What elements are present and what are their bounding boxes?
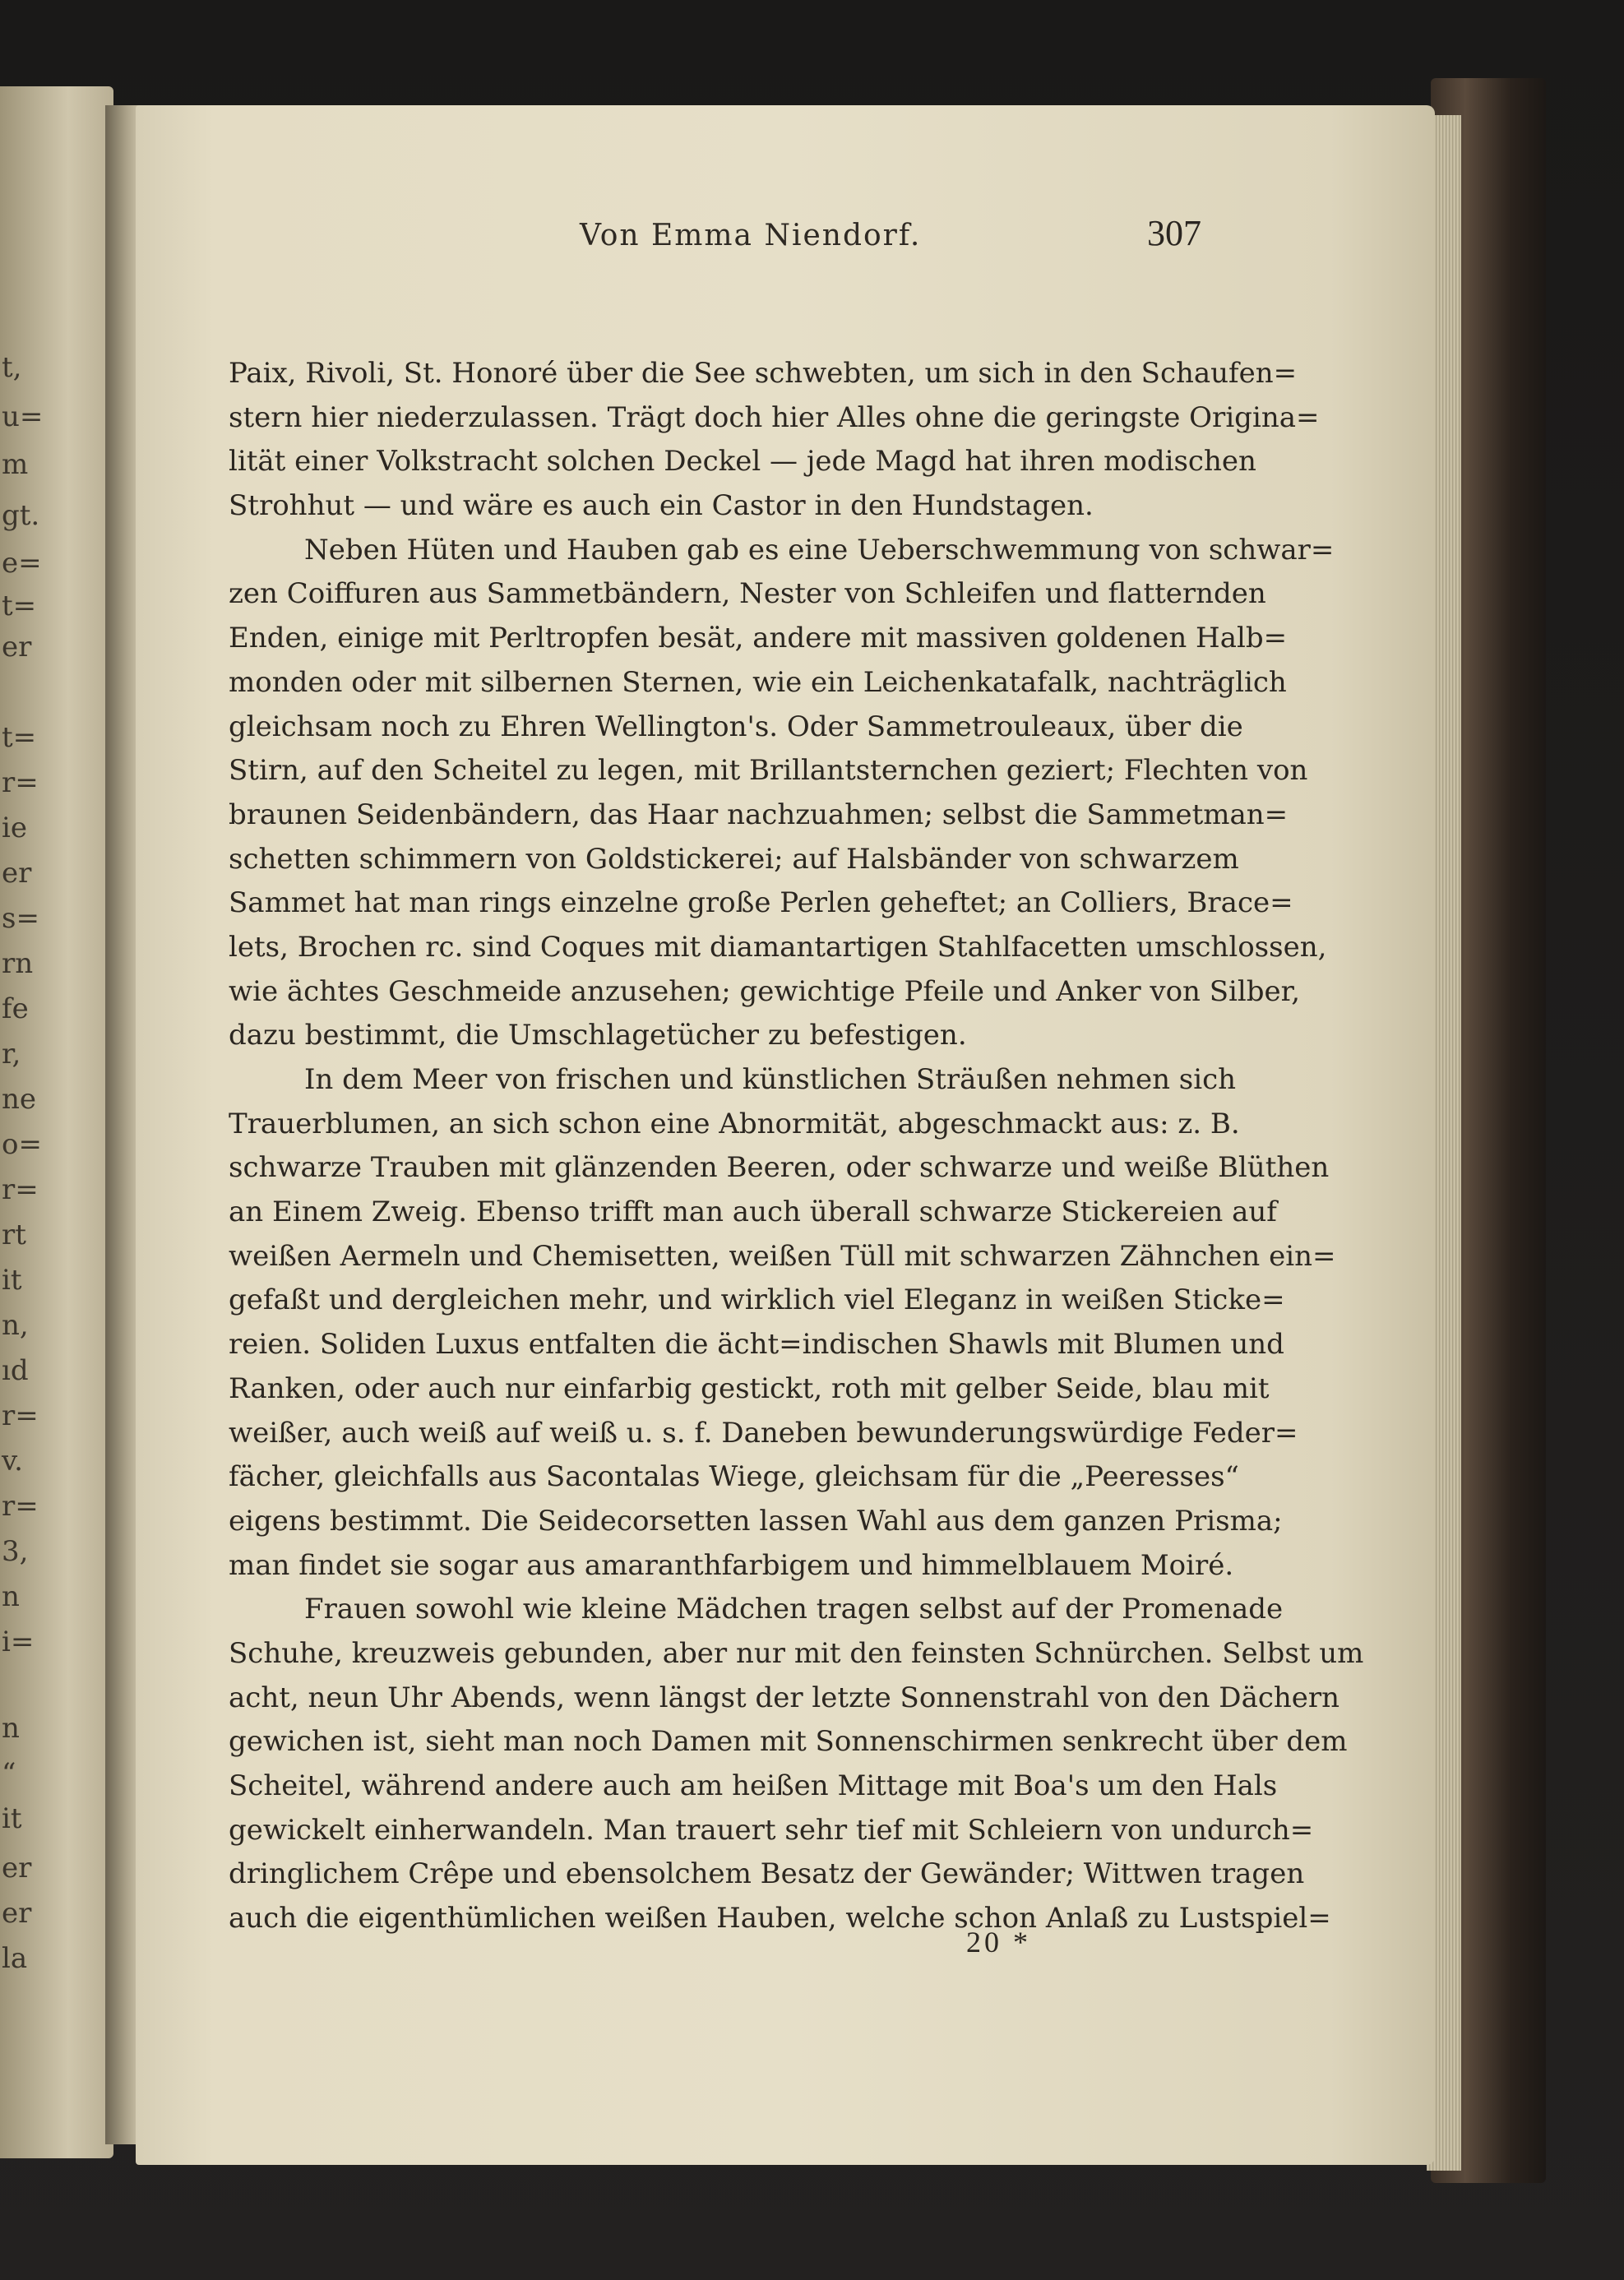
left-page-fragment: r=: [2, 1173, 39, 1206]
text-line: dringlichem Crêpe und ebensolchem Besatz der Gewänder; Wittwen tragen: [229, 1857, 1305, 1891]
text-line: Scheitel, während andere auch am heißen Mittage mit Boa's um den Hals: [229, 1769, 1278, 1802]
left-page-fragment: m: [2, 448, 29, 481]
text-line: eigens bestimmt. Die Seidecorsetten lassen Wahl aus dem ganzen Prisma;: [229, 1504, 1283, 1538]
left-page-fragment: s=: [2, 902, 39, 935]
text-line: wie ächtes Geschmeide anzusehen; gewichtige Pfeile und Anker von Silber,: [229, 974, 1301, 1008]
left-page-fragment: er: [2, 631, 32, 664]
text-line: schwarze Trauben mit glänzenden Beeren, oder schwarze und weiße Blüthen: [229, 1151, 1330, 1185]
left-page-fragment: ie: [2, 812, 27, 844]
text-line: lität einer Volkstracht solchen Deckel — jede Magd hat ihren modischen: [229, 445, 1256, 479]
text-line: stern hier niederzulassen. Trägt doch hier Alles ohne die geringste Origina=: [229, 400, 1320, 434]
left-page-fragment: “: [2, 1757, 16, 1790]
left-page-fragment: o=: [2, 1128, 42, 1161]
left-page-fragment: ıd: [2, 1354, 29, 1387]
left-page-fragment: r=: [2, 1490, 39, 1523]
left-page-fragment: e=: [2, 547, 42, 580]
left-page-fragment: rt: [2, 1219, 26, 1251]
page-number: 307: [1147, 213, 1201, 253]
left-page-fragment: i=: [2, 1626, 35, 1658]
left-page-fragment: v.: [2, 1445, 23, 1478]
left-page-edge: [0, 86, 113, 2158]
running-head: Von Emma Niendorf.: [580, 219, 922, 252]
left-page-fragment: gt.: [2, 499, 40, 532]
text-line: lets, Brochen rc. sind Coques mit diamantartigen Stahlfacetten umschlossen,: [229, 930, 1327, 964]
text-line: gefaßt und dergleichen mehr, und wirklich viel Eleganz in weißen Sticke=: [229, 1283, 1285, 1317]
text-line: an Einem Zweig. Ebenso trifft man auch überall schwarze Stickereien auf: [229, 1195, 1277, 1229]
left-page-fragment: n,: [2, 1309, 29, 1342]
text-line: schetten schimmern von Goldstickerei; auf Halsbänder von schwarzem: [229, 842, 1239, 876]
text-line: fächer, gleichfalls aus Sacontalas Wiege, gleichsam für die „Peeresses“: [229, 1460, 1239, 1494]
text-line: Stirn, auf den Scheitel zu legen, mit Brillantsternchen geziert; Flechten von: [229, 754, 1308, 788]
text-line: gewichen ist, sieht man noch Damen mit Sonnenschirmen senkrecht über dem: [229, 1725, 1348, 1759]
left-page-fragment: fe: [2, 992, 29, 1025]
left-page-fragment: t=: [2, 721, 37, 754]
left-page-fragment: er: [2, 857, 32, 890]
text-line: weißen Aermeln und Chemisetten, weißen Tüll mit schwarzen Zähnchen ein=: [229, 1239, 1336, 1273]
text-line: zen Coiffuren aus Sammetbändern, Nester von Schleifen und flatternden: [229, 577, 1266, 611]
left-page-fragment: t,: [2, 351, 22, 384]
text-line: Ranken, oder auch nur einfarbig gestickt, roth mit gelber Seide, blau mit: [229, 1371, 1270, 1405]
left-page-fragment: rn: [2, 947, 34, 980]
text-line: Schuhe, kreuzweis gebunden, aber nur mit den feinsten Schnürchen. Selbst um: [229, 1636, 1364, 1670]
text-line: Trauerblumen, an sich schon eine Abnormität, abgeschmackt aus: z. B.: [229, 1107, 1240, 1140]
left-page-fragment: it: [2, 1264, 22, 1297]
left-page-fragment: r,: [2, 1038, 21, 1071]
left-page-fragment: 3,: [2, 1535, 29, 1568]
text-line: braunen Seidenbändern, das Haar nachzuahmen; selbst die Sammetman=: [229, 798, 1289, 831]
left-page-fragment: la: [2, 1942, 28, 1975]
left-page-fragment: er: [2, 1852, 32, 1885]
text-line: Neben Hüten und Hauben gab es eine Ueberschwemmung von schwar=: [304, 533, 1335, 567]
text-line: monden oder mit silbernen Sternen, wie ein Leichenkatafalk, nachträglich: [229, 665, 1287, 699]
text-line: In dem Meer von frischen und künstlichen Sträußen nehmen sich: [304, 1063, 1237, 1096]
book-page: [136, 105, 1435, 2165]
left-page-fragment: ne: [2, 1083, 37, 1116]
text-line: auch die eigenthümlichen weißen Hauben, welche schon Anlaß zu Lustspiel=: [229, 1902, 1331, 1935]
left-page-fragment: t=: [2, 590, 37, 622]
text-line: Strohhut — und wäre es auch ein Castor in den Hundstagen.: [229, 489, 1094, 523]
left-page-fragment: n: [2, 1712, 20, 1745]
text-line: Sammet hat man rings einzelne große Perlen geheftet; an Colliers, Brace=: [229, 886, 1293, 920]
signature-mark: 20 *: [966, 1926, 1031, 1959]
left-page-fragment: it: [2, 1802, 22, 1835]
text-line: Paix, Rivoli, St. Honoré über die See schwebten, um sich in den Schaufen=: [229, 357, 1298, 390]
text-line: gewickelt einherwandeln. Man trauert sehr tief mit Schleiern von undurch=: [229, 1813, 1314, 1847]
text-line: Frauen sowohl wie kleine Mädchen tragen selbst auf der Promenade: [304, 1593, 1284, 1626]
body-text: [229, 352, 1364, 1941]
text-line: reien. Soliden Luxus entfalten die ächt=indischen Shawls mit Blumen und: [229, 1328, 1284, 1362]
text-line: man findet sie sogar aus amaranthfarbigem und himmelblauem Moiré.: [229, 1548, 1234, 1582]
left-page-fragment: er: [2, 1897, 32, 1930]
left-page-fragment: u=: [2, 400, 44, 433]
text-line: acht, neun Uhr Abends, wenn längst der letzte Sonnenstrahl von den Dächern: [229, 1681, 1340, 1714]
text-line: gleichsam noch zu Ehren Wellington's. Oder Sammetrouleaux, über die: [229, 710, 1243, 743]
text-line: weißer, auch weiß auf weiß u. s. f. Daneben bewunderungswürdige Feder=: [229, 1416, 1298, 1450]
left-page-fragment: r=: [2, 766, 39, 799]
text-line: Enden, einige mit Perltropfen besät, andere mit massiven goldenen Halb=: [229, 622, 1288, 655]
left-page-fragment: r=: [2, 1399, 39, 1432]
left-page-fragment: n: [2, 1580, 20, 1613]
text-line: dazu bestimmt, die Umschlagetücher zu befestigen.: [229, 1019, 967, 1052]
